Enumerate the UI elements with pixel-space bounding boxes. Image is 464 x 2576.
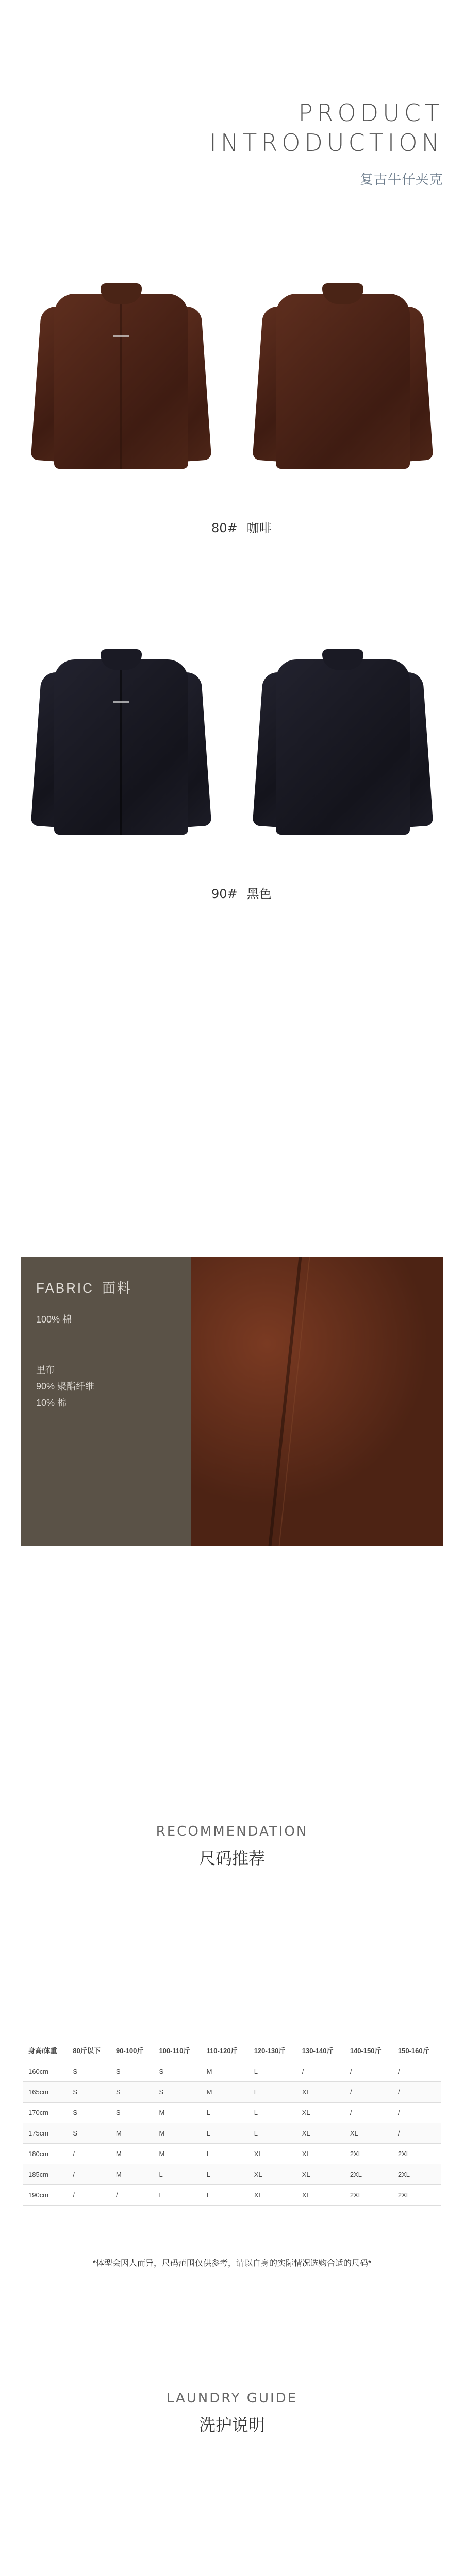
size-table-row <box>23 2061 441 2081</box>
caption-brown-code: 80# <box>211 521 238 535</box>
size-table-cell: / <box>345 2081 393 2102</box>
size-table-cell: M <box>111 2123 154 2143</box>
size-table-header-cell: 130-140斤 <box>302 2047 334 2055</box>
size-table-header-cell: 140-150斤 <box>350 2047 382 2055</box>
laundry-section-header <box>0 2391 464 2436</box>
size-table-cell: M <box>154 2123 201 2143</box>
size-table-cell: S <box>154 2081 201 2102</box>
size-table-cell: / <box>393 2061 441 2081</box>
size-table-cell: 165cm <box>23 2081 68 2102</box>
size-table-cell: M <box>202 2061 249 2081</box>
size-table-cell: M <box>111 2143 154 2164</box>
size-table-cell: / <box>111 2184 154 2205</box>
size-table-row <box>23 2143 441 2164</box>
size-table-cell: 2XL <box>345 2184 393 2205</box>
size-table-cell: L <box>202 2123 249 2143</box>
page-header <box>209 98 443 188</box>
size-table-cell: XL <box>297 2164 345 2184</box>
size-table-header-cell: 150-160斤 <box>397 2047 429 2055</box>
lining-composition-2: 10% 棉 <box>36 1398 67 1408</box>
size-table-cell: S <box>111 2081 154 2102</box>
header-line2: INTRODUCTION <box>209 129 443 157</box>
size-table-cell: XL <box>297 2184 345 2205</box>
size-table-cell: 180cm <box>23 2143 68 2164</box>
size-table-cell: / <box>393 2081 441 2102</box>
size-table-cell: XL <box>297 2102 345 2123</box>
jacket-brown-front-image <box>36 278 206 479</box>
size-table-cell: 185cm <box>23 2164 68 2184</box>
size-table-header-cell: 80斤以下 <box>73 2047 101 2055</box>
size-note: *体型会因人而异，尺码范围仅供参考，请以自身的实际情况选购合适的尺码* <box>92 2259 372 2268</box>
size-table-cell: L <box>249 2061 297 2081</box>
size-table-cell: 190cm <box>23 2184 68 2205</box>
size-section-title-en: RECOMMENDATION <box>156 1824 308 1839</box>
size-table-cell: S <box>68 2081 111 2102</box>
size-table-cell: XL <box>297 2143 345 2164</box>
size-table-cell: S <box>68 2102 111 2123</box>
jacket-brown-back-image <box>258 278 428 479</box>
size-table-cell: / <box>68 2143 111 2164</box>
size-table-cell: S <box>68 2123 111 2143</box>
size-table-cell: 170cm <box>23 2102 68 2123</box>
size-table-cell: L <box>202 2102 249 2123</box>
caption-brown <box>211 518 272 536</box>
size-table-cell: 2XL <box>345 2143 393 2164</box>
size-table-header-cell: 90-100斤 <box>115 2047 144 2055</box>
header-subtitle: 复古牛仔夹克 <box>359 172 443 188</box>
jacket-black-back-image <box>258 644 428 845</box>
fabric-info <box>21 1257 191 1546</box>
size-table-cell: 175cm <box>23 2123 68 2143</box>
fabric-lining <box>36 1362 175 1411</box>
size-section-header <box>0 1824 464 1869</box>
fabric-shell: 100% 棉 <box>36 1314 72 1325</box>
size-table-row <box>23 2123 441 2143</box>
size-table-cell: / <box>345 2102 393 2123</box>
caption-black <box>211 884 272 902</box>
size-table-cell: L <box>202 2143 249 2164</box>
size-table-cell: M <box>154 2143 201 2164</box>
size-table-header-cell: 身高/体重 <box>28 2047 57 2055</box>
lining-composition-1: 90% 聚酯纤维 <box>36 1381 95 1392</box>
size-table-row <box>23 2102 441 2123</box>
jacket-black-front-image <box>36 644 206 845</box>
size-table-cell: 2XL <box>393 2184 441 2205</box>
caption-black-color: 黑色 <box>246 887 272 901</box>
size-table-cell: / <box>297 2061 345 2081</box>
size-table-cell: XL <box>345 2123 393 2143</box>
size-table-cell: XL <box>297 2123 345 2143</box>
lining-title: 里布 <box>36 1365 55 1375</box>
caption-black-code: 90# <box>211 887 238 901</box>
size-table-cell: / <box>393 2123 441 2143</box>
fabric-title-zh: 面料 <box>102 1280 132 1296</box>
size-table-cell: L <box>249 2102 297 2123</box>
laundry-section-title-en: LAUNDRY GUIDE <box>166 2391 298 2406</box>
size-table-cell: M <box>202 2081 249 2102</box>
size-table <box>23 2040 441 2206</box>
size-table-cell: 2XL <box>345 2164 393 2184</box>
size-table-cell: L <box>154 2184 201 2205</box>
size-table-header-cell: 110-120斤 <box>206 2047 238 2055</box>
size-table-cell: / <box>68 2184 111 2205</box>
size-table-cell: L <box>154 2164 201 2184</box>
size-table-cell: / <box>68 2164 111 2184</box>
fabric-closeup-image <box>191 1257 443 1546</box>
size-table-cell: S <box>68 2061 111 2081</box>
laundry-section-title-zh: 洗护说明 <box>198 2416 265 2434</box>
fabric-title <box>36 1278 175 1297</box>
size-table-header-cell: 120-130斤 <box>254 2047 286 2055</box>
size-table-cell: S <box>111 2102 154 2123</box>
size-table-cell: XL <box>249 2164 297 2184</box>
size-table-cell: 2XL <box>393 2143 441 2164</box>
size-table-header <box>23 2040 441 2061</box>
size-table-row <box>23 2164 441 2184</box>
size-table-row <box>23 2081 441 2102</box>
size-table-header-cell: 100-110斤 <box>159 2047 190 2055</box>
size-table-cell: XL <box>297 2081 345 2102</box>
size-table-cell: L <box>202 2164 249 2184</box>
size-table-cell: / <box>345 2061 393 2081</box>
fabric-panel <box>21 1257 443 1546</box>
size-table-row <box>23 2184 441 2205</box>
size-table-cell: XL <box>249 2143 297 2164</box>
size-table-cell: / <box>393 2102 441 2123</box>
size-table-cell: M <box>111 2164 154 2184</box>
fabric-title-en: FABRIC <box>36 1280 94 1296</box>
caption-brown-color: 咖啡 <box>246 521 272 535</box>
size-table-cell: 160cm <box>23 2061 68 2081</box>
size-table-cell: L <box>249 2081 297 2102</box>
size-table-cell: M <box>154 2102 201 2123</box>
size-table-cell: XL <box>249 2184 297 2205</box>
size-table-cell: 2XL <box>393 2164 441 2184</box>
header-line1: PRODUCT <box>298 99 443 127</box>
size-table-cell: L <box>202 2184 249 2205</box>
size-table-cell: L <box>249 2123 297 2143</box>
size-table-cell: S <box>111 2061 154 2081</box>
size-table-cell: S <box>154 2061 201 2081</box>
size-section-title-zh: 尺码推荐 <box>198 1849 265 1868</box>
